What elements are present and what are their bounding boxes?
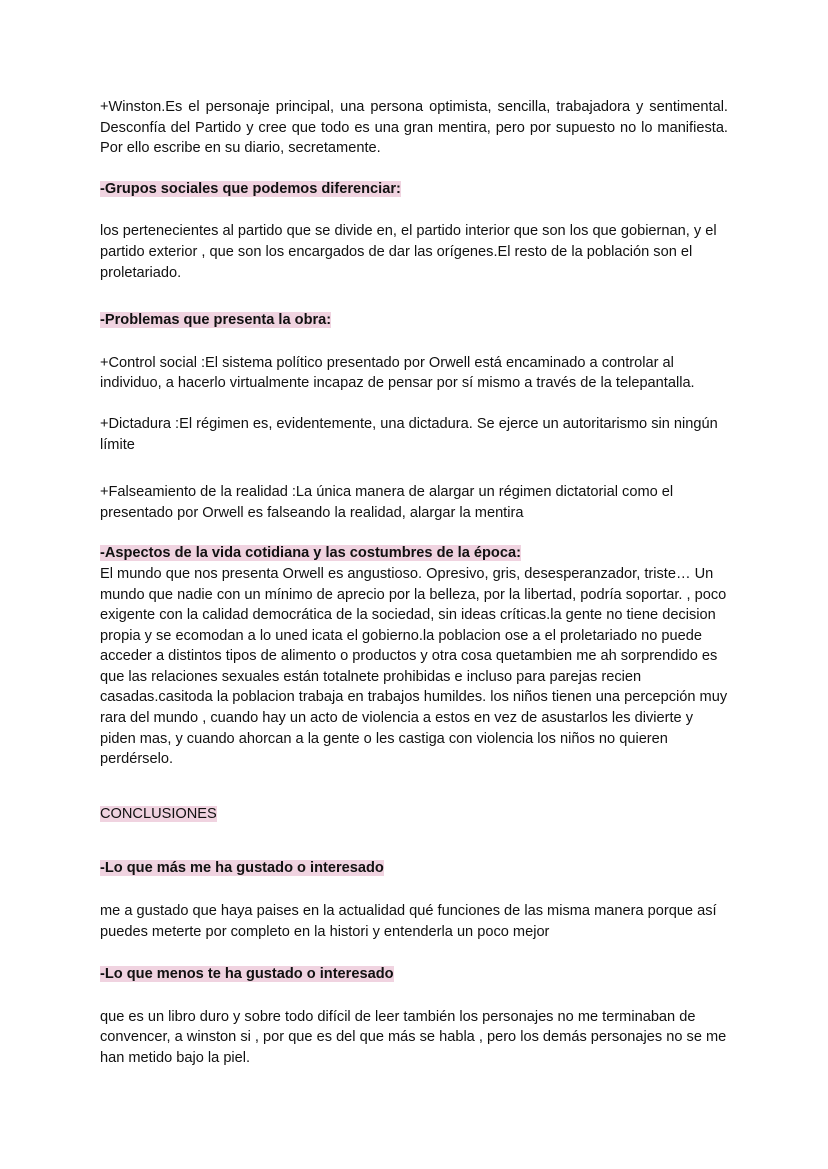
gustado-body: me a gustado que haya paises en la actualidad qué funciones de las misma manera porque así puedes meterte por completo en la histori y entenderla un poco mejor — [100, 903, 717, 940]
grupos-heading-line — [100, 179, 728, 200]
aspectos-heading-line — [100, 543, 728, 564]
conclusiones-heading-line — [100, 804, 728, 825]
aspectos-body: El mundo que nos presenta Orwell es angustioso. Opresivo, gris, desesperanzador, triste… Un mundo que nadie con un mínimo de aprecio por la belleza, por la libertad, podría soportar. , poco exigente con la calidad democrática de la sociedad, sin ideas críticas.la gente no tiene decision propia y se ecomodan a lo uned icata el gobierno.la poblacion ose a el proletariado no puede acceder a distintos tipos de alimento o productos y otra cosa quetambien me ah sorprendido es que las relaciones sexuales están totalnete prohibidas e incluso para parejas recien casadas.casitoda la poblacion trabaja en trabajos humildes. los niños tienen una percepción muy rara del mundo , cuando hay un acto de violencia a estos en vez de asustarlos les divierte y piden mas, y cuando ahorcan a la gente o les castiga con violencia los niños no quieren perdérselo. — [100, 565, 728, 768]
document-page — [100, 97, 728, 1069]
menos-body: que es un libro duro y sobre todo difícil de leer también los personajes no me terminaban de convencer, a winston si , por que es del que más se habla , pero los demás personajes no se me han metido bajo la piel. — [100, 1008, 727, 1066]
problemas-heading-line — [100, 310, 728, 331]
menos-heading-line — [100, 964, 728, 985]
winston-paragraph: +Winston.Es el personaje principal, una persona optimista, sencilla, trabajadora y sentimental. Desconfía del Partido y cree que todo es una gran mentira, pero por supuesto no lo manifiesta. Por ello escribe en su diario, secretamente. — [100, 99, 728, 157]
conclusiones-heading: CONCLUSIONES — [100, 805, 217, 822]
problemas-heading: -Problemas que presenta la obra: — [100, 312, 332, 329]
aspectos-heading: -Aspectos de la vida cotidiana y las costumbres de la época: — [100, 545, 521, 562]
gustado-heading: -Lo que más me ha gustado o interesado — [100, 860, 384, 877]
problema-control-social: +Control social :El sistema político presentado por Orwell está encaminado a controlar al individuo, a hacerlo virtualmente incapaz de pensar por sí mismo a través de la telepantalla. — [100, 354, 695, 392]
problema-dictadura: +Dictadura :El régimen es, evidentemente, una dictadura. Se ejerce un autoritarismo sin ningún límite — [100, 415, 718, 453]
gustado-heading-line — [100, 858, 728, 879]
problema-falseamiento: +Falseamiento de la realidad :La única manera de alargar un régimen dictatorial como el presentado por Orwell es falseando la realidad, alargar la mentira — [100, 484, 674, 521]
grupos-heading: -Grupos sociales que podemos diferenciar: — [100, 180, 401, 197]
menos-heading: -Lo que menos te ha gustado o interesado — [100, 966, 394, 983]
grupos-body: los pertenecientes al partido que se divide en, el partido interior que son los que gobiernan, y el partido exterior , que son los encargados de dar las orígenes.El resto de la población son el proletariado. — [100, 223, 717, 281]
